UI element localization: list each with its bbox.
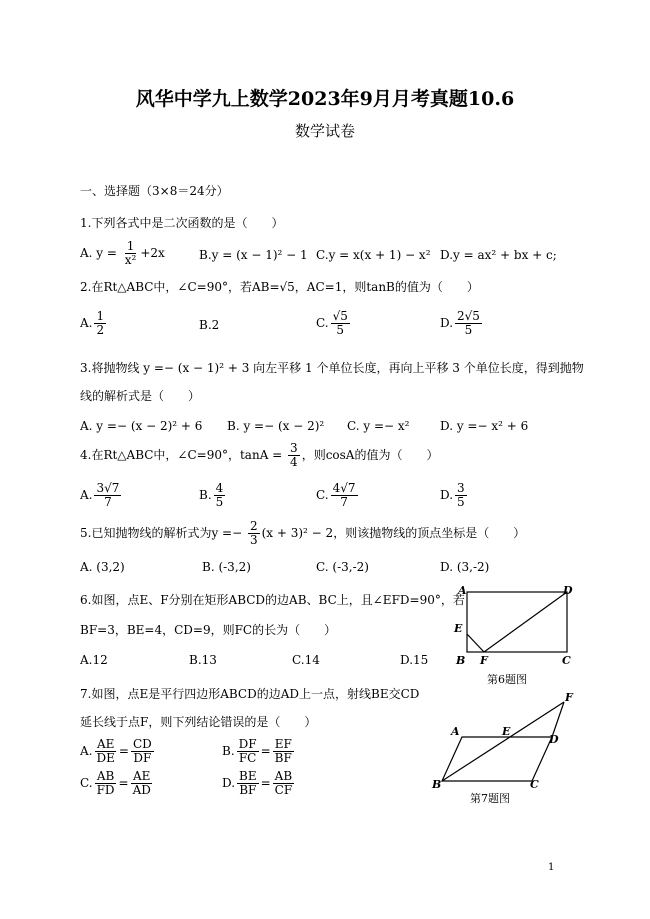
q7-c-equals: = <box>118 776 129 790</box>
q1-stem: 1.下列各式中是二次函数的是（ ） <box>80 216 284 230</box>
q5-stem-prefix: 5.已知抛物线的解析式为y =− <box>80 526 246 540</box>
q7-b-right-numerator: EF <box>274 737 292 751</box>
q3-option-d: D. y =− x² + 6 <box>440 419 529 433</box>
q7-caption: 第7题图 <box>470 792 510 805</box>
q4-d-numerator: 3 <box>457 481 465 495</box>
q7-b-left-denominator: FC <box>238 751 257 765</box>
q7-a-left-numerator: AE <box>96 737 115 751</box>
q6-label-d: D <box>563 584 573 597</box>
q2-a-fraction <box>94 310 106 337</box>
q5-option-d: D. (3,-2) <box>440 560 490 574</box>
q7-d-left-denominator: BF <box>239 783 257 797</box>
q7-b-equals: = <box>260 744 271 758</box>
q4-d-fraction <box>455 482 467 509</box>
q6-rectangle-abcd <box>467 592 567 652</box>
q1-option-c: C.y = x(x + 1) − x² <box>316 248 431 262</box>
q7-b-prefix: B. <box>222 744 235 758</box>
q4-option-d <box>440 482 469 509</box>
q6-label-b: B <box>456 654 466 667</box>
q2-d-numerator: 2√5 <box>457 309 480 323</box>
q4-c-denominator: 7 <box>340 495 348 509</box>
q7-a-left-denominator: DE <box>96 751 115 765</box>
q2-c-fraction <box>331 310 350 337</box>
q4-a-denominator: 7 <box>104 495 112 509</box>
q7-a-prefix: A. <box>80 744 93 758</box>
q5-stem-denominator: 3 <box>249 533 258 547</box>
q1-option-a <box>80 240 165 267</box>
q4-option-c <box>316 482 360 509</box>
q7-d-left-numerator: BE <box>239 769 257 783</box>
q6-figure <box>450 584 580 670</box>
q7-c-fraction-right <box>131 770 153 797</box>
q6-segment-ef <box>467 634 484 652</box>
q3-option-c: C. y =− x² <box>347 419 410 433</box>
q7-label-b: B <box>432 778 442 791</box>
q5-option-c: C. (-3,-2) <box>316 560 369 574</box>
q2-option-c <box>316 310 352 337</box>
q5-option-a: A. (3,2) <box>80 560 125 574</box>
q4-a-prefix: A. <box>80 488 93 502</box>
q6-option-c: C.14 <box>292 653 320 667</box>
q4-a-fraction <box>94 482 121 509</box>
q4-stem-fraction <box>288 442 300 469</box>
q2-a-numerator: 1 <box>96 309 105 323</box>
q4-stem-prefix: 4.在Rt△ABC中，∠C=90°，tanA = <box>80 448 287 462</box>
q7-d-fraction-right <box>273 770 295 797</box>
q3-stem-line1: 3.将抛物线 y =− (x − 1)² + 3 向左平移 1 个单位长度，再向上平移 3 个单位长度，得到抛物 <box>80 361 584 375</box>
q1-option-b: B.y = (x − 1)² − 1 <box>199 248 308 262</box>
q5-stem-numerator: 2 <box>249 519 258 533</box>
q7-a-right-denominator: DF <box>133 751 152 765</box>
q7-d-equals: = <box>260 776 271 790</box>
q7-extension-df <box>552 702 564 737</box>
q7-a-fraction-left <box>94 738 116 765</box>
q5-stem-fraction <box>248 520 260 547</box>
q7-stem-line1: 7.如图，点E是平行四边形ABCD的边AD上一点，射线BE交CD <box>80 687 420 701</box>
q2-option-b: B.2 <box>199 318 220 332</box>
q7-a-right-numerator: CD <box>132 737 152 751</box>
q4-option-a <box>80 482 123 509</box>
q2-a-denominator: 2 <box>96 323 105 337</box>
q2-d-denominator: 5 <box>464 323 473 337</box>
q7-d-fraction-left <box>237 770 259 797</box>
q4-b-fraction <box>214 482 226 509</box>
q7-c-right-denominator: AD <box>132 783 151 797</box>
q1-a-suffix: +2x <box>140 246 165 260</box>
q7-parallelogram-abcd <box>442 737 552 781</box>
q7-option-b <box>222 738 296 765</box>
q4-c-fraction <box>331 482 358 509</box>
q7-option-c <box>80 770 155 797</box>
q7-label-f: F <box>565 691 573 704</box>
q6-option-a: A.12 <box>80 653 108 667</box>
q1-a-denominator: x² <box>124 253 137 267</box>
q5-stem-suffix: (x + 3)² − 2，则该抛物线的顶点坐标是（ ） <box>261 526 526 540</box>
q7-c-prefix: C. <box>80 776 93 790</box>
section-heading: 一、选择题（3×8＝24分） <box>80 184 229 198</box>
q4-c-prefix: C. <box>316 488 329 502</box>
q2-a-prefix: A. <box>80 316 93 330</box>
q4-option-b <box>199 482 227 509</box>
q4-stem-suffix: ，则cosA的值为（ ） <box>301 448 439 462</box>
q7-c-left-denominator: FD <box>96 783 115 797</box>
q1-option-d: D.y = ax² + bx + c; <box>440 248 557 262</box>
q6-label-c: C <box>562 654 571 667</box>
q6-option-b: B.13 <box>189 653 217 667</box>
q7-label-a: A <box>451 725 460 738</box>
q2-c-numerator: √5 <box>332 309 348 323</box>
q7-c-right-numerator: AE <box>133 769 151 783</box>
q7-d-prefix: D. <box>222 776 236 790</box>
q6-stem-line1: 6.如图，点E、F分别在矩形ABCD的边AB、BC上，且∠EFD=90°，若 <box>80 593 465 607</box>
q2-option-a <box>80 310 108 337</box>
q6-option-d: D.15 <box>400 653 429 667</box>
q7-figure <box>428 690 578 794</box>
q7-b-fraction-left <box>237 738 259 765</box>
q7-label-c: C <box>530 778 539 791</box>
page-number: 1 <box>548 862 555 873</box>
q6-label-a: A <box>458 584 467 597</box>
q6-caption: 第6题图 <box>487 673 527 686</box>
q5-stem <box>80 520 525 547</box>
q7-b-left-numerator: DF <box>238 737 257 751</box>
q3-option-a: A. y =− (x − 2)² + 6 <box>80 419 203 433</box>
q6-segment-fd <box>484 592 567 652</box>
q3-stem-line2: 线的解析式是（ ） <box>80 389 201 403</box>
q4-d-prefix: D. <box>440 488 454 502</box>
page-title: 风华中学九上数学2023年9月月考真题10.6 <box>135 88 515 110</box>
q7-label-d: D <box>549 733 559 746</box>
q4-stem-numerator: 3 <box>290 441 298 455</box>
q2-d-prefix: D. <box>440 316 454 330</box>
page-subtitle: 数学试卷 <box>294 122 355 140</box>
q2-c-denominator: 5 <box>336 323 345 337</box>
q7-option-a <box>80 738 156 765</box>
q1-a-numerator: 1 <box>126 239 135 253</box>
q4-c-numerator: 4√7 <box>332 481 356 495</box>
q7-d-right-denominator: CF <box>274 783 293 797</box>
q4-b-numerator: 4 <box>215 481 224 495</box>
q6-label-f: F <box>480 654 488 667</box>
q7-b-fraction-right <box>273 738 294 765</box>
q4-stem <box>80 442 438 469</box>
q6-stem-line2: BF=3，BE=4，CD=9，则FC的长为（ ） <box>80 623 337 637</box>
q7-stem-line2: 延长线于点F，则下列结论错误的是（ ） <box>80 715 317 729</box>
q4-a-numerator: 3√7 <box>96 481 120 495</box>
q4-b-prefix: B. <box>199 488 212 502</box>
q7-c-fraction-left <box>95 770 117 797</box>
q6-label-e: E <box>454 622 463 635</box>
q1-a-prefix: A. y = <box>80 246 121 260</box>
q1-a-fraction <box>123 240 139 267</box>
q7-d-right-numerator: AB <box>274 769 293 783</box>
q7-a-equals: = <box>118 744 129 758</box>
q2-d-fraction <box>455 310 482 337</box>
q7-option-d <box>222 770 296 797</box>
q3-option-b: B. y =− (x − 2)² <box>227 419 325 433</box>
q2-c-prefix: C. <box>316 316 329 330</box>
q2-option-d <box>440 310 484 337</box>
q7-a-fraction-right <box>131 738 154 765</box>
q7-label-e: E <box>502 725 511 738</box>
q4-b-denominator: 5 <box>215 495 224 509</box>
q5-option-b: B. (-3,2) <box>202 560 251 574</box>
q7-c-left-numerator: AB <box>96 769 115 783</box>
q7-b-right-denominator: BF <box>274 751 292 765</box>
q4-stem-denominator: 4 <box>290 455 298 469</box>
q2-stem: 2.在Rt△ABC中，∠C=90°，若AB=√5，AC=1，则tanB的值为（ ） <box>80 280 479 294</box>
q4-d-denominator: 5 <box>457 495 465 509</box>
